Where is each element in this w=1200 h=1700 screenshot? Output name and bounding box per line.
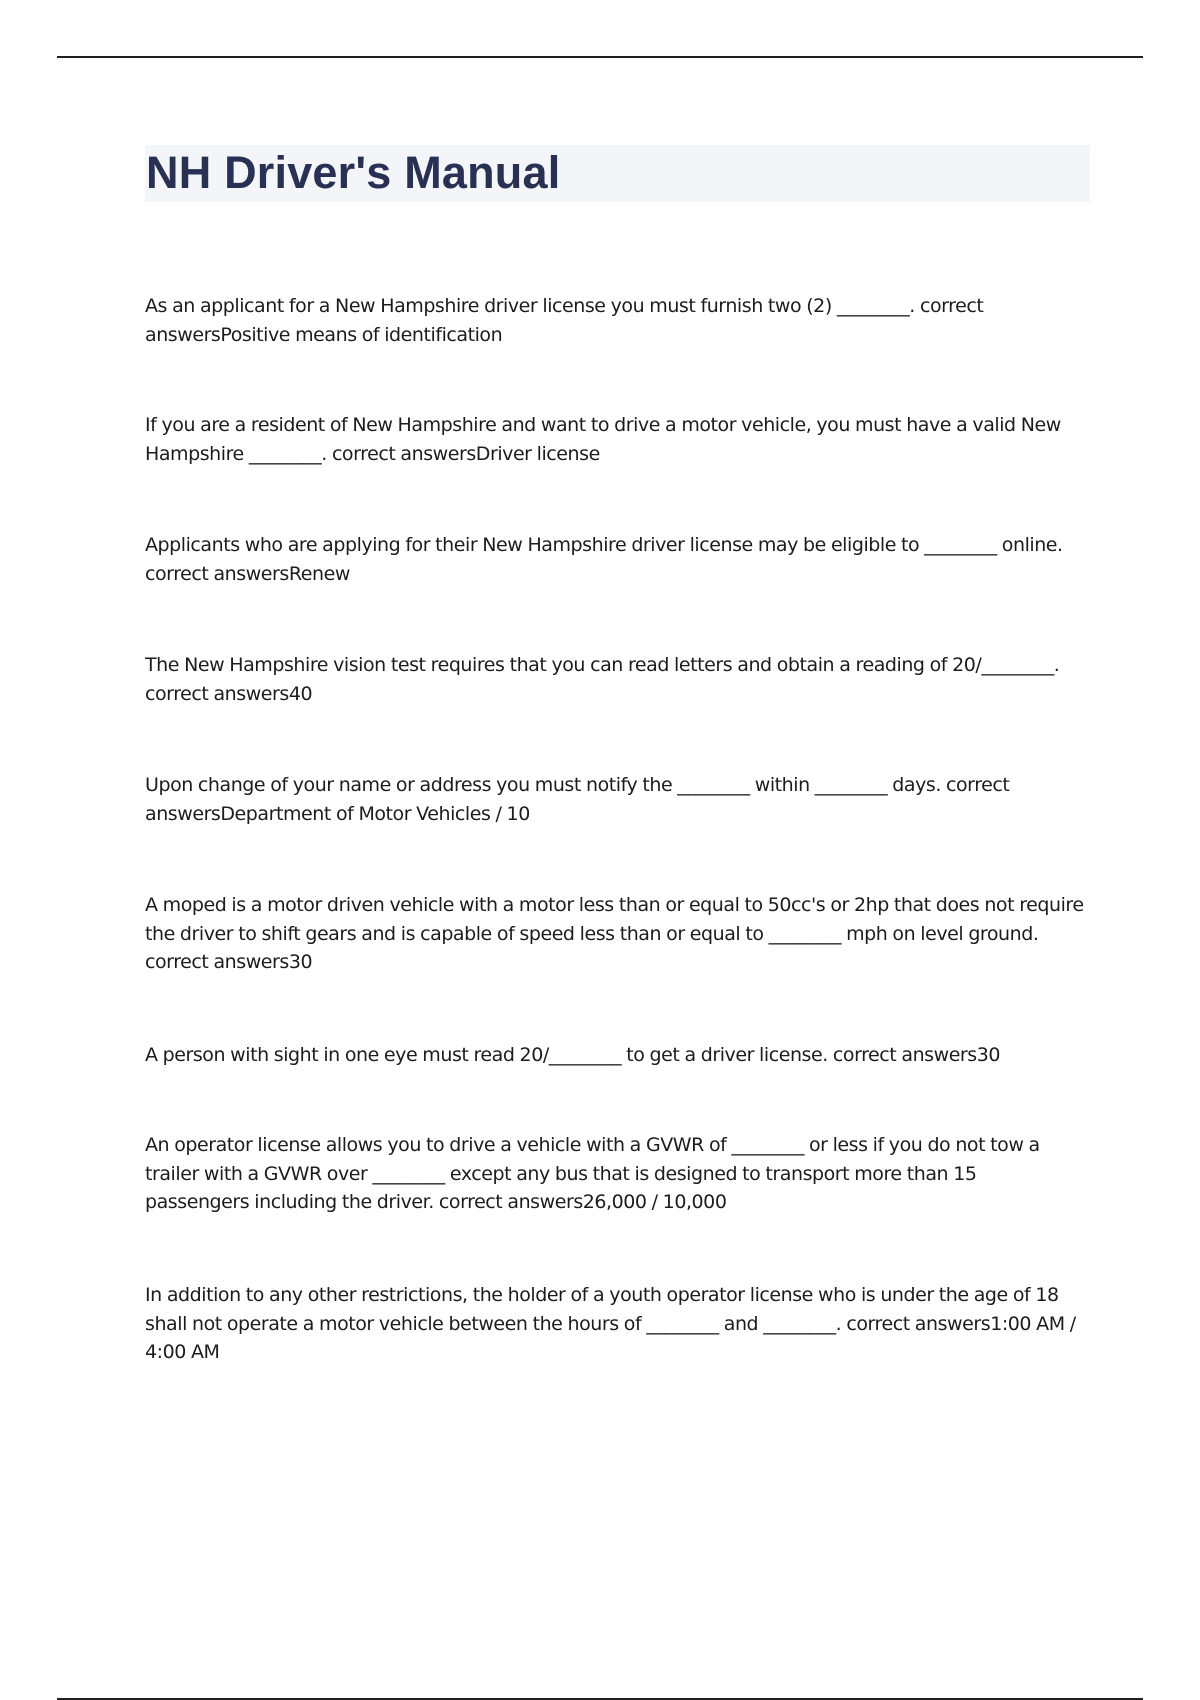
question-text: Upon change of your name or address you must notify the ________ within ________ days. bbox=[145, 774, 941, 796]
question-text: As an applicant for a New Hampshire driver license you must furnish two (2) ________. bbox=[145, 295, 915, 317]
qa-item bbox=[145, 891, 1085, 977]
qa-item bbox=[145, 1041, 1085, 1070]
answer-marker: correct answers bbox=[145, 774, 1010, 825]
answer-marker: correct answers bbox=[145, 295, 984, 346]
answer-text: Department of Motor Vehicles / 10 bbox=[220, 802, 530, 825]
answer-text: 1:00 AM / 4:00 AM bbox=[145, 1312, 1076, 1363]
question-text: In addition to any other restrictions, the holder of a youth operator license who is under the age of 18 shall not operate a motor vehicle between the hours of ________ and ________. bbox=[145, 1284, 1059, 1335]
answer-text: 40 bbox=[288, 682, 313, 705]
question-text: If you are a resident of New Hampshire and want to drive a motor vehicle, you must have a valid New Hampshire ________. bbox=[145, 414, 1061, 465]
question-text: An operator license allows you to drive a vehicle with a GVWR of ________ or less if you do not tow a trailer with a GVWR over ________ except any bus that is designed to transport more than 15 passengers including the driver. bbox=[145, 1134, 1040, 1213]
answer-text: Positive means of identification bbox=[220, 323, 503, 346]
answer-marker: correct answers bbox=[846, 1312, 991, 1335]
qa-item bbox=[145, 292, 1085, 349]
answer-marker: correct answers bbox=[331, 442, 476, 465]
question-text: Applicants who are applying for their New Hampshire driver license may be eligible to ________ online. bbox=[145, 534, 1063, 556]
document-title: NH Driver's Manual bbox=[146, 147, 561, 198]
answer-marker: correct answers bbox=[145, 682, 289, 705]
question-text: A moped is a motor driven vehicle with a motor less than or equal to 50cc's or 2hp that does not require the driver to shift gears and is capable of speed less than or equal to ________ mph on level ground. bbox=[145, 894, 1084, 945]
answer-text: 30 bbox=[976, 1044, 1001, 1066]
qa-item bbox=[145, 771, 1085, 828]
header-rule bbox=[57, 56, 1143, 58]
answer-marker: correct answers bbox=[145, 951, 289, 973]
answer-text: 26,000 / 10,000 bbox=[582, 1191, 727, 1213]
question-text: A person with sight in one eye must read 20/________ to get a driver license. bbox=[145, 1044, 828, 1066]
answer-marker: correct answers bbox=[438, 1191, 583, 1213]
qa-item bbox=[145, 1281, 1085, 1367]
answer-text: Driver license bbox=[475, 442, 600, 465]
answer-text: 30 bbox=[288, 951, 313, 973]
question-text: The New Hampshire vision test requires that you can read letters and obtain a reading of 20/________. bbox=[145, 654, 1060, 676]
qa-item bbox=[145, 411, 1085, 468]
answer-marker: correct answers bbox=[832, 1044, 977, 1066]
qa-item bbox=[145, 651, 1085, 708]
qa-item bbox=[145, 1131, 1085, 1217]
answer-marker: correct answers bbox=[145, 562, 289, 585]
answer-text: Renew bbox=[288, 562, 350, 585]
qa-item bbox=[145, 531, 1085, 588]
